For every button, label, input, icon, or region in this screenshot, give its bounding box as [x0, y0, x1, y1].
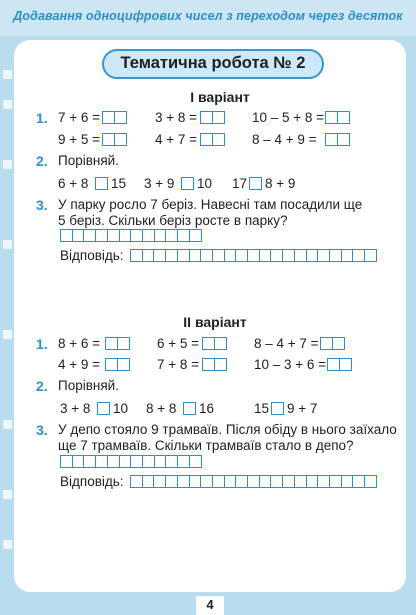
- v1-answer-4[interactable]: [102, 133, 125, 146]
- v2-expr-5: 7 + 8 =: [157, 357, 200, 372]
- v2-answer-boxes[interactable]: [130, 475, 376, 488]
- answer-cell[interactable]: [214, 337, 227, 350]
- v2-answer-label: Відповідь:: [60, 474, 124, 489]
- answer-cell[interactable]: [189, 455, 202, 468]
- v2-compare-1-right: 10: [113, 401, 129, 416]
- v1-task1-number: 1.: [36, 110, 48, 126]
- v2-expr-4: 4 + 9 =: [58, 357, 101, 372]
- v2-expr-1: 8 + 6 =: [58, 336, 101, 351]
- v1-answer-1[interactable]: [102, 111, 125, 124]
- v1-expr-1: 7 + 6 =: [58, 110, 101, 125]
- v2-compare-2-box[interactable]: [183, 402, 196, 415]
- v1-answer-3[interactable]: [325, 111, 348, 124]
- v1-answer-2[interactable]: [200, 111, 223, 124]
- v2-compare-1-left: 3 + 8: [60, 401, 91, 416]
- v2-expr-2: 6 + 5 =: [157, 336, 200, 351]
- answer-cell[interactable]: [212, 111, 225, 124]
- answer-cell[interactable]: [117, 337, 130, 350]
- v2-task3-line2: ще 7 трамваїв. Скільки трамваїв стало в депо?: [58, 438, 354, 453]
- v1-compare-3-box[interactable]: [249, 177, 262, 190]
- answer-cell[interactable]: [364, 249, 377, 262]
- variant2-label: ІІ варіант: [183, 314, 247, 330]
- v2-answer-5[interactable]: [202, 358, 225, 371]
- v2-expr-6: 10 – 3 + 6 =: [254, 357, 327, 372]
- v2-answer-2[interactable]: [202, 337, 225, 350]
- answer-cell[interactable]: [114, 133, 127, 146]
- v2-task3-line1: У депо стояло 9 трамваїв. Після обіду в нього заїхало: [58, 422, 397, 437]
- answer-cell[interactable]: [212, 133, 225, 146]
- answer-cell[interactable]: [214, 358, 227, 371]
- v1-task2-number: 2.: [36, 153, 48, 169]
- v1-task3-number: 3.: [36, 197, 48, 213]
- v2-task2-text: Порівняй.: [58, 378, 119, 393]
- v1-answer-5[interactable]: [200, 133, 223, 146]
- v2-answer-1[interactable]: [105, 337, 128, 350]
- v1-compare-1-box[interactable]: [95, 177, 108, 190]
- v2-compare-1-box[interactable]: [97, 402, 110, 415]
- v2-task1-number: 1.: [36, 336, 48, 352]
- v1-compare-1-right: 15: [111, 176, 127, 191]
- v1-task3-line1: У парку росло 7 беріз. Навесні там посадили ще: [58, 197, 363, 212]
- answer-cell[interactable]: [337, 133, 350, 146]
- v1-expr-5: 4 + 7 =: [155, 132, 198, 147]
- v1-expr-4: 9 + 5 =: [58, 132, 101, 147]
- v2-answer-3[interactable]: [320, 337, 343, 350]
- v2-answer-4[interactable]: [105, 358, 128, 371]
- header-title: Додавання одноцифрових чисел з переходом через десяток: [13, 9, 403, 23]
- page-number: 4: [206, 597, 214, 612]
- v1-answer-label: Відповідь:: [60, 248, 124, 263]
- v1-expr-6: 8 – 4 + 9 =: [252, 132, 317, 147]
- v2-solution-boxes[interactable]: [60, 455, 200, 468]
- answer-cell[interactable]: [114, 111, 127, 124]
- v2-task2-number: 2.: [36, 378, 48, 394]
- v1-compare-2-box[interactable]: [181, 177, 194, 190]
- answer-cell[interactable]: [364, 475, 377, 488]
- v1-answer-6[interactable]: [325, 133, 348, 146]
- v2-answer-6[interactable]: [327, 358, 350, 371]
- v1-compare-2-left: 3 + 9: [144, 176, 175, 191]
- v2-compare-3-left: 15: [254, 401, 270, 416]
- page-title: Тематична робота № 2: [120, 54, 306, 72]
- v2-expr-3: 8 – 4 + 7 =: [254, 336, 319, 351]
- v1-compare-3-right: 8 + 9: [265, 176, 296, 191]
- v1-compare-3-left: 17: [232, 176, 248, 191]
- v1-compare-2-right: 10: [197, 176, 213, 191]
- answer-cell[interactable]: [189, 229, 202, 242]
- v2-compare-3-right: 9 + 7: [287, 401, 318, 416]
- v1-expr-2: 3 + 8 =: [155, 110, 198, 125]
- v2-compare-2-right: 16: [199, 401, 215, 416]
- answer-cell[interactable]: [339, 358, 352, 371]
- v1-answer-boxes[interactable]: [130, 249, 376, 262]
- answer-cell[interactable]: [117, 358, 130, 371]
- v1-solution-boxes[interactable]: [60, 229, 200, 242]
- answer-cell[interactable]: [332, 337, 345, 350]
- v2-compare-2-left: 8 + 8: [146, 401, 177, 416]
- answer-cell[interactable]: [337, 111, 350, 124]
- v1-expr-3: 10 – 5 + 8 =: [252, 110, 325, 125]
- v2-task3-number: 3.: [36, 422, 48, 438]
- variant1-label: І варіант: [190, 89, 250, 105]
- v1-task2-text: Порівняй.: [58, 153, 119, 168]
- v1-task3-line2: 5 беріз. Скільки беріз росте в парку?: [58, 213, 288, 228]
- v1-compare-1-left: 6 + 8: [58, 176, 89, 191]
- v2-compare-3-box[interactable]: [271, 402, 284, 415]
